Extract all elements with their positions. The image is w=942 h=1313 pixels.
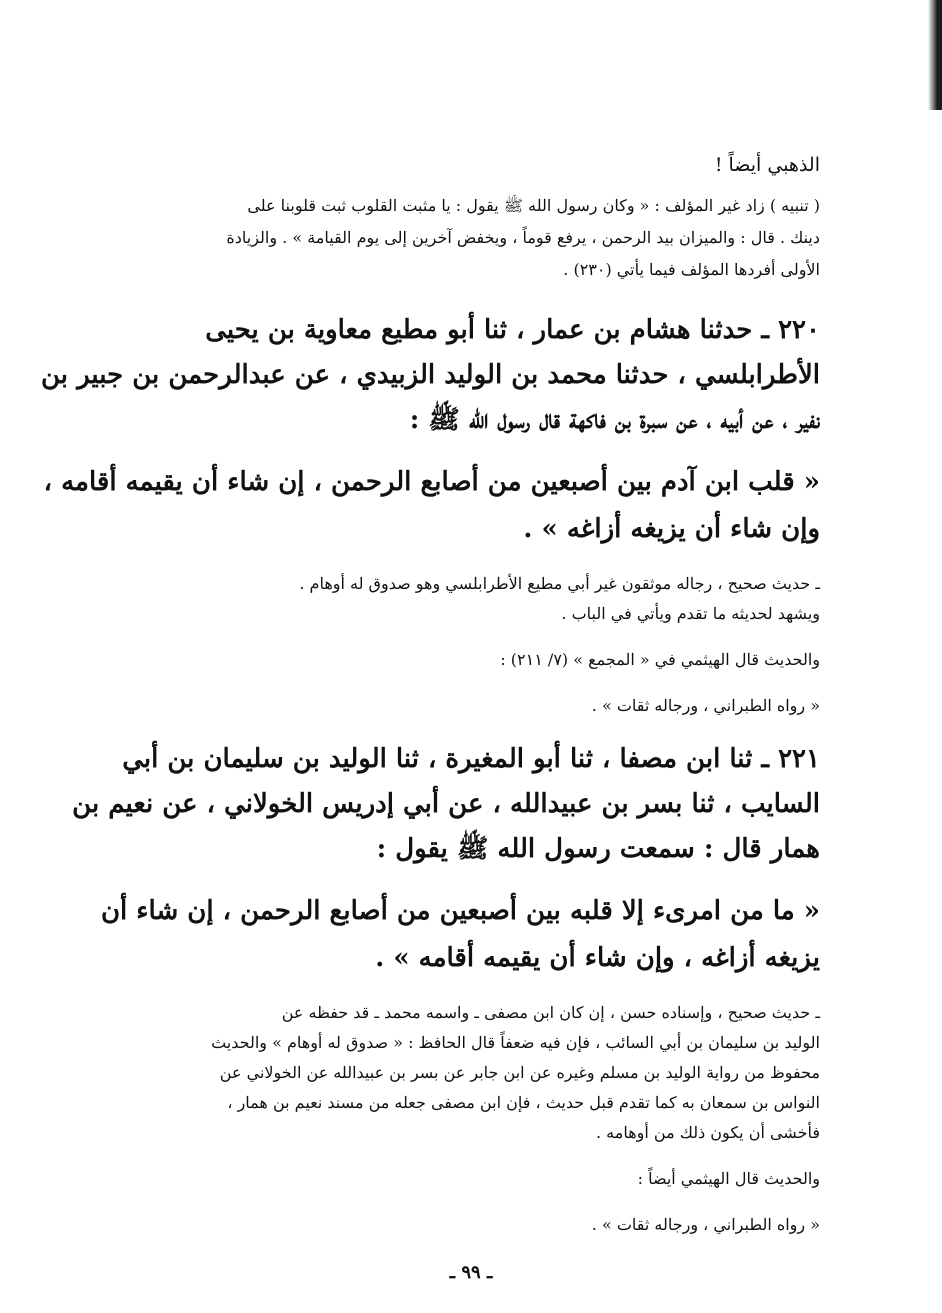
note-line: دينك . قال : والميزان بيد الرحمن ، يرفع قوماً ، ويخفض آخرين إلى يوم القيامة » . والزيادة [226, 228, 820, 247]
haythami-intro: والحديث قال الهيثمي في « المجمع » (٧/ ٢١١) : [500, 650, 820, 669]
hadith-isnad-line: نفير ، عن أبيه ، عن سبرة بن فاكهة قال رسول الله ﷺ : [409, 405, 820, 435]
hadith-220 [41, 308, 820, 721]
note-line: ( تنبيه ) زاد غير المؤلف : « وكان رسول الله ﷺ يقول : يا مثبت القلوب ثبت قلوبنا على [247, 196, 820, 215]
hadith-matn-line: وإن شاء أن يزيغه أزاغه » . [523, 514, 820, 544]
commentary-line: ـ حديث صحيح ، وإسناده حسن ، إن كان ابن مصفى ـ واسمه محمد ـ قد حفظه عن [281, 1003, 820, 1022]
commentary-line: الوليد بن سليمان بن أبي السائب ، فإن فيه ضعفاً قال الحافظ : « صدوق له أوهام » والحديث [211, 1033, 820, 1052]
top-line: الذهبي أيضاً ! [714, 154, 820, 176]
hadith-isnad-line: السايب ، ثنا بسر بن عبيدالله ، عن أبي إدريس الخولاني ، عن نعيم بن [72, 789, 820, 819]
commentary-line: النواس بن سمعان به كما تقدم قبل حديث ، فإن ابن مصفى جعله من مسند نعيم بن همار ، [227, 1093, 820, 1112]
page-body [41, 150, 820, 1240]
commentary-line: فأخشى أن يكون ذلك من أوهامه . [596, 1123, 820, 1142]
page-number: ـ ٩٩ ـ [449, 1262, 493, 1283]
note-line: الأولى أفردها المؤلف فيما يأتي (٢٣٠) . [563, 260, 820, 279]
hadith-isnad-line: ٢٢٠ ـ حدثنا هشام بن عمار ، ثنا أبو مطيع معاوية بن يحيى [205, 315, 820, 345]
editor-note [140, 190, 820, 286]
haythami-quote: « رواه الطبراني ، ورجاله ثقات » . [591, 1215, 820, 1234]
hadith-isnad-line: همار قال : سمعت رسول الله ﷺ يقول : [376, 834, 820, 864]
haythami-quote: « رواه الطبراني ، ورجاله ثقات » . [591, 696, 820, 715]
hadith-221 [72, 737, 820, 1240]
page-edge-shadow [928, 0, 942, 110]
hadith-matn-line: « قلب ابن آدم بين أصبعين من أصابع الرحمن ، إن شاء أن يقيمه أقامه ، [43, 467, 820, 497]
hadith-isnad-line: الأطرابلسي ، حدثنا محمد بن الوليد الزبيدي ، عن عبدالرحمن بن جبير بن [41, 360, 820, 390]
haythami-intro: والحديث قال الهيثمي أيضاً : [637, 1169, 820, 1188]
commentary-line: محفوظ من رواية الوليد بن مسلم وغيره عن ابن جابر عن بسر بن عبيدالله عن الخولاني عن [219, 1063, 820, 1082]
commentary-line: ـ حديث صحيح ، رجاله موثقون غير أبي مطيع الأطرابلسي وهو صدوق له أوهام . [299, 574, 820, 593]
hadith-isnad-line: ٢٢١ ـ ثنا ابن مصفا ، ثنا أبو المغيرة ، ثنا الوليد بن سليمان بن أبي [122, 744, 820, 774]
hadith-matn-line: يزيغه أزاغه ، وإن شاء أن يقيمه أقامه » . [375, 943, 820, 973]
hadith-matn-line: « ما من امرىء إلا قلبه بين أصبعين من أصابع الرحمن ، إن شاء أن [100, 896, 820, 926]
commentary-line: ويشهد لحديثه ما تقدم ويأتي في الباب . [561, 604, 820, 623]
